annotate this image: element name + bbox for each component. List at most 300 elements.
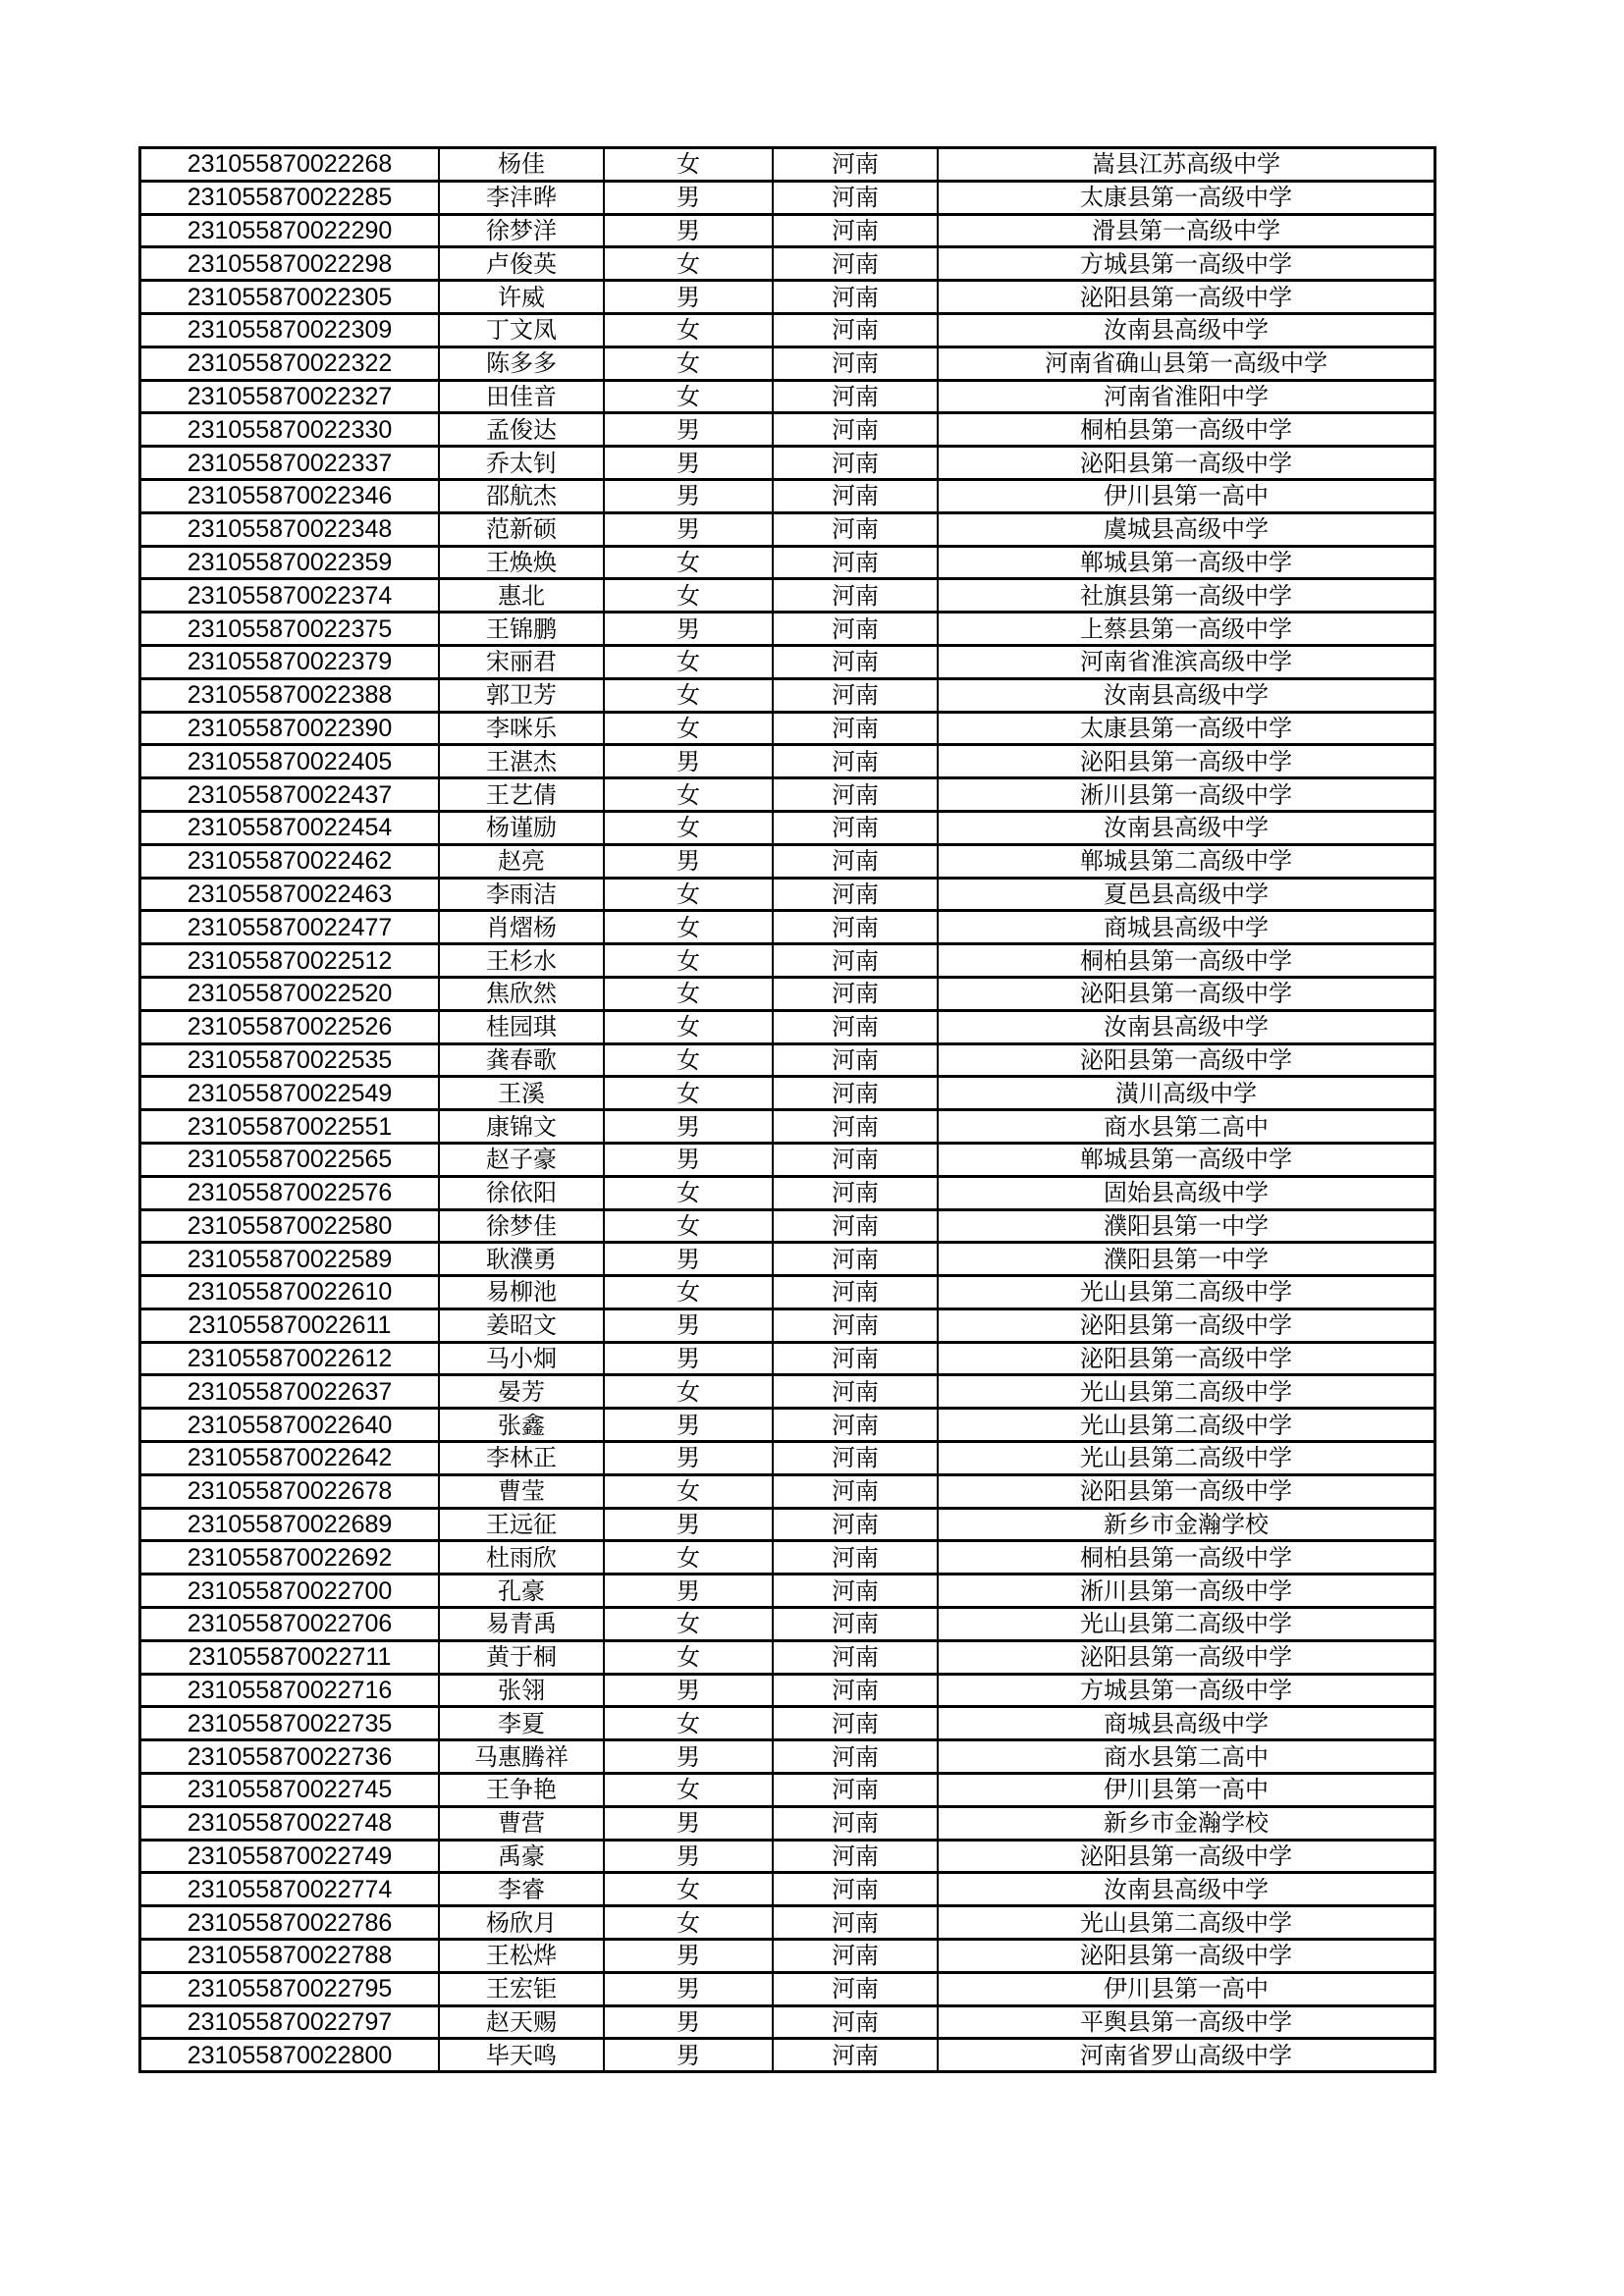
gender-cell: 男 xyxy=(604,1243,773,1276)
gender-cell: 女 xyxy=(604,1276,773,1309)
exam-id-cell: 231055870022463 xyxy=(140,878,440,911)
name-cell: 李林正 xyxy=(439,1442,604,1475)
name-cell: 徐梦佳 xyxy=(439,1209,604,1243)
province-cell: 河南 xyxy=(773,844,938,878)
exam-id-cell: 231055870022512 xyxy=(140,944,440,978)
exam-id-cell: 231055870022736 xyxy=(140,1740,440,1774)
gender-cell: 男 xyxy=(604,745,773,778)
school-cell: 淅川县第一高级中学 xyxy=(938,1575,1435,1608)
gender-cell: 男 xyxy=(604,2005,773,2039)
gender-cell: 女 xyxy=(604,148,773,182)
table-row xyxy=(140,645,1435,678)
school-cell: 泌阳县第一高级中学 xyxy=(938,1308,1435,1342)
school-cell: 光山县第二高级中学 xyxy=(938,1409,1435,1442)
exam-id-cell: 231055870022379 xyxy=(140,645,440,678)
exam-id-cell: 231055870022322 xyxy=(140,347,440,380)
province-cell: 河南 xyxy=(773,1575,938,1608)
table-row xyxy=(140,1043,1435,1077)
gender-cell: 男 xyxy=(604,1508,773,1541)
table-row xyxy=(140,1308,1435,1342)
table-row xyxy=(140,1375,1435,1409)
gender-cell: 男 xyxy=(604,1110,773,1144)
exam-id-cell: 231055870022268 xyxy=(140,148,440,182)
gender-cell: 男 xyxy=(604,1740,773,1774)
exam-id-cell: 231055870022359 xyxy=(140,546,440,579)
school-cell: 郸城县第一高级中学 xyxy=(938,1143,1435,1176)
province-cell: 河南 xyxy=(773,613,938,646)
province-cell: 河南 xyxy=(773,347,938,380)
province-cell: 河南 xyxy=(773,281,938,314)
gender-cell: 女 xyxy=(604,347,773,380)
exam-id-cell: 231055870022298 xyxy=(140,247,440,281)
school-cell: 河南省淮阳中学 xyxy=(938,380,1435,413)
name-cell: 范新硕 xyxy=(439,512,604,546)
name-cell: 王艺倩 xyxy=(439,778,604,812)
school-cell: 平舆县第一高级中学 xyxy=(938,2005,1435,2039)
name-cell: 姜昭文 xyxy=(439,1308,604,1342)
province-cell: 河南 xyxy=(773,1608,938,1641)
name-cell: 宋丽君 xyxy=(439,645,604,678)
name-cell: 王湛杰 xyxy=(439,745,604,778)
name-cell: 马惠腾祥 xyxy=(439,1740,604,1774)
exam-id-cell: 231055870022678 xyxy=(140,1474,440,1508)
exam-id-cell: 231055870022374 xyxy=(140,579,440,613)
table-row xyxy=(140,281,1435,314)
name-cell: 李夏 xyxy=(439,1707,604,1740)
exam-id-cell: 231055870022437 xyxy=(140,778,440,812)
gender-cell: 女 xyxy=(604,678,773,712)
name-cell: 田佳音 xyxy=(439,380,604,413)
exam-id-cell: 231055870022576 xyxy=(140,1176,440,1209)
province-cell: 河南 xyxy=(773,1906,938,1940)
exam-id-cell: 231055870022610 xyxy=(140,1276,440,1309)
exam-id-cell: 231055870022749 xyxy=(140,1840,440,1873)
school-cell: 河南省确山县第一高级中学 xyxy=(938,347,1435,380)
province-cell: 河南 xyxy=(773,247,938,281)
province-cell: 河南 xyxy=(773,977,938,1010)
exam-id-cell: 231055870022580 xyxy=(140,1209,440,1243)
gender-cell: 女 xyxy=(604,1176,773,1209)
name-cell: 许威 xyxy=(439,281,604,314)
name-cell: 曹莹 xyxy=(439,1474,604,1508)
school-cell: 新乡市金瀚学校 xyxy=(938,1508,1435,1541)
exam-id-cell: 231055870022612 xyxy=(140,1342,440,1375)
province-cell: 河南 xyxy=(773,1110,938,1144)
school-cell: 泌阳县第一高级中学 xyxy=(938,977,1435,1010)
name-cell: 黄于桐 xyxy=(439,1640,604,1674)
province-cell: 河南 xyxy=(773,1640,938,1674)
name-cell: 王争艳 xyxy=(439,1774,604,1807)
name-cell: 焦欣然 xyxy=(439,977,604,1010)
table-row xyxy=(140,214,1435,247)
school-cell: 嵩县江苏高级中学 xyxy=(938,148,1435,182)
gender-cell: 女 xyxy=(604,944,773,978)
table-row xyxy=(140,944,1435,978)
province-cell: 河南 xyxy=(773,911,938,944)
name-cell: 易柳池 xyxy=(439,1276,604,1309)
name-cell: 徐依阳 xyxy=(439,1176,604,1209)
school-cell: 商水县第二高中 xyxy=(938,1740,1435,1774)
name-cell: 杨谨励 xyxy=(439,811,604,844)
exam-id-cell: 231055870022477 xyxy=(140,911,440,944)
name-cell: 赵天赐 xyxy=(439,2005,604,2039)
gender-cell: 男 xyxy=(604,2039,773,2072)
school-cell: 河南省罗山高级中学 xyxy=(938,2039,1435,2072)
gender-cell: 女 xyxy=(604,1375,773,1409)
school-cell: 夏邑县高级中学 xyxy=(938,878,1435,911)
school-cell: 方城县第一高级中学 xyxy=(938,247,1435,281)
gender-cell: 女 xyxy=(604,878,773,911)
table-row xyxy=(140,1972,1435,2005)
exam-id-cell: 231055870022700 xyxy=(140,1575,440,1608)
exam-id-cell: 231055870022309 xyxy=(140,313,440,347)
gender-cell: 女 xyxy=(604,313,773,347)
table-row xyxy=(140,447,1435,480)
gender-cell: 女 xyxy=(604,247,773,281)
school-cell: 伊川县第一高中 xyxy=(938,1972,1435,2005)
gender-cell: 男 xyxy=(604,1940,773,1973)
name-cell: 卢俊英 xyxy=(439,247,604,281)
table-row xyxy=(140,1608,1435,1641)
province-cell: 河南 xyxy=(773,678,938,712)
school-cell: 固始县高级中学 xyxy=(938,1176,1435,1209)
table-row xyxy=(140,878,1435,911)
name-cell: 肖熠杨 xyxy=(439,911,604,944)
table-row xyxy=(140,1474,1435,1508)
school-cell: 方城县第一高级中学 xyxy=(938,1674,1435,1707)
school-cell: 新乡市金瀚学校 xyxy=(938,1806,1435,1840)
province-cell: 河南 xyxy=(773,1209,938,1243)
gender-cell: 女 xyxy=(604,579,773,613)
province-cell: 河南 xyxy=(773,1276,938,1309)
school-cell: 汝南县高级中学 xyxy=(938,811,1435,844)
table-row xyxy=(140,1442,1435,1475)
table-row xyxy=(140,1740,1435,1774)
school-cell: 太康县第一高级中学 xyxy=(938,181,1435,214)
exam-id-cell: 231055870022337 xyxy=(140,447,440,480)
exam-id-cell: 231055870022774 xyxy=(140,1873,440,1906)
gender-cell: 男 xyxy=(604,413,773,447)
province-cell: 河南 xyxy=(773,1243,938,1276)
table-row xyxy=(140,181,1435,214)
gender-cell: 男 xyxy=(604,214,773,247)
table-row xyxy=(140,1010,1435,1043)
exam-id-cell: 231055870022565 xyxy=(140,1143,440,1176)
name-cell: 耿濮勇 xyxy=(439,1243,604,1276)
province-cell: 河南 xyxy=(773,745,938,778)
table-row xyxy=(140,613,1435,646)
name-cell: 杜雨欣 xyxy=(439,1541,604,1575)
table-row xyxy=(140,2005,1435,2039)
school-cell: 河南省淮滨高级中学 xyxy=(938,645,1435,678)
exam-id-cell: 231055870022462 xyxy=(140,844,440,878)
name-cell: 徐梦洋 xyxy=(439,214,604,247)
table-row xyxy=(140,1707,1435,1740)
table-row xyxy=(140,347,1435,380)
table-row xyxy=(140,1940,1435,1973)
exam-id-cell: 231055870022735 xyxy=(140,1707,440,1740)
table-row xyxy=(140,911,1435,944)
province-cell: 河南 xyxy=(773,878,938,911)
gender-cell: 女 xyxy=(604,1873,773,1906)
school-cell: 淅川县第一高级中学 xyxy=(938,778,1435,812)
exam-id-cell: 231055870022637 xyxy=(140,1375,440,1409)
exam-id-cell: 231055870022454 xyxy=(140,811,440,844)
exam-id-cell: 231055870022375 xyxy=(140,613,440,646)
school-cell: 光山县第二高级中学 xyxy=(938,1442,1435,1475)
gender-cell: 女 xyxy=(604,811,773,844)
gender-cell: 男 xyxy=(604,613,773,646)
school-cell: 社旗县第一高级中学 xyxy=(938,579,1435,613)
exam-id-cell: 231055870022330 xyxy=(140,413,440,447)
table-row xyxy=(140,678,1435,712)
province-cell: 河南 xyxy=(773,413,938,447)
gender-cell: 女 xyxy=(604,1043,773,1077)
name-cell: 王宏钜 xyxy=(439,1972,604,2005)
exam-id-cell: 231055870022797 xyxy=(140,2005,440,2039)
exam-id-cell: 231055870022706 xyxy=(140,1608,440,1641)
name-cell: 易青禹 xyxy=(439,1608,604,1641)
exam-id-cell: 231055870022290 xyxy=(140,214,440,247)
table-body xyxy=(140,148,1435,2072)
exam-id-cell: 231055870022795 xyxy=(140,1972,440,2005)
school-cell: 泌阳县第一高级中学 xyxy=(938,1474,1435,1508)
province-cell: 河南 xyxy=(773,1375,938,1409)
school-cell: 商城县高级中学 xyxy=(938,1707,1435,1740)
name-cell: 王杉水 xyxy=(439,944,604,978)
school-cell: 滑县第一高级中学 xyxy=(938,214,1435,247)
gender-cell: 男 xyxy=(604,1442,773,1475)
exam-id-cell: 231055870022716 xyxy=(140,1674,440,1707)
gender-cell: 男 xyxy=(604,1575,773,1608)
gender-cell: 女 xyxy=(604,1608,773,1641)
name-cell: 乔太钊 xyxy=(439,447,604,480)
school-cell: 虞城县高级中学 xyxy=(938,512,1435,546)
gender-cell: 男 xyxy=(604,1972,773,2005)
name-cell: 赵子豪 xyxy=(439,1143,604,1176)
table-row xyxy=(140,1209,1435,1243)
province-cell: 河南 xyxy=(773,380,938,413)
table-row xyxy=(140,512,1435,546)
name-cell: 曹营 xyxy=(439,1806,604,1840)
province-cell: 河南 xyxy=(773,1176,938,1209)
gender-cell: 女 xyxy=(604,1010,773,1043)
table-row xyxy=(140,1575,1435,1608)
province-cell: 河南 xyxy=(773,1774,938,1807)
school-cell: 桐柏县第一高级中学 xyxy=(938,944,1435,978)
table-row xyxy=(140,148,1435,182)
exam-id-cell: 231055870022800 xyxy=(140,2039,440,2072)
exam-id-cell: 231055870022551 xyxy=(140,1110,440,1144)
province-cell: 河南 xyxy=(773,214,938,247)
gender-cell: 女 xyxy=(604,1541,773,1575)
school-cell: 汝南县高级中学 xyxy=(938,313,1435,347)
table-row xyxy=(140,1541,1435,1575)
table-row xyxy=(140,745,1435,778)
province-cell: 河南 xyxy=(773,1308,938,1342)
gender-cell: 女 xyxy=(604,712,773,745)
gender-cell: 男 xyxy=(604,1143,773,1176)
table-row xyxy=(140,1176,1435,1209)
school-cell: 伊川县第一高中 xyxy=(938,479,1435,512)
gender-cell: 男 xyxy=(604,1806,773,1840)
admission-list-table xyxy=(138,146,1436,2073)
name-cell: 张翎 xyxy=(439,1674,604,1707)
table-row xyxy=(140,313,1435,347)
gender-cell: 女 xyxy=(604,1474,773,1508)
table-row xyxy=(140,1674,1435,1707)
table-row xyxy=(140,977,1435,1010)
gender-cell: 男 xyxy=(604,181,773,214)
exam-id-cell: 231055870022692 xyxy=(140,1541,440,1575)
gender-cell: 女 xyxy=(604,1707,773,1740)
name-cell: 孟俊达 xyxy=(439,413,604,447)
gender-cell: 男 xyxy=(604,1308,773,1342)
name-cell: 赵亮 xyxy=(439,844,604,878)
province-cell: 河南 xyxy=(773,712,938,745)
exam-id-cell: 231055870022388 xyxy=(140,678,440,712)
school-cell: 汝南县高级中学 xyxy=(938,678,1435,712)
table-row xyxy=(140,1143,1435,1176)
table-row xyxy=(140,1873,1435,1906)
school-cell: 泌阳县第一高级中学 xyxy=(938,1840,1435,1873)
name-cell: 王远征 xyxy=(439,1508,604,1541)
gender-cell: 男 xyxy=(604,479,773,512)
province-cell: 河南 xyxy=(773,2005,938,2039)
name-cell: 禹豪 xyxy=(439,1840,604,1873)
table-row xyxy=(140,1342,1435,1375)
table-row xyxy=(140,1077,1435,1110)
exam-id-cell: 231055870022348 xyxy=(140,512,440,546)
province-cell: 河南 xyxy=(773,512,938,546)
gender-cell: 男 xyxy=(604,281,773,314)
name-cell: 李睿 xyxy=(439,1873,604,1906)
table-row xyxy=(140,1906,1435,1940)
gender-cell: 女 xyxy=(604,546,773,579)
table-row xyxy=(140,1840,1435,1873)
exam-id-cell: 231055870022405 xyxy=(140,745,440,778)
name-cell: 王溪 xyxy=(439,1077,604,1110)
gender-cell: 男 xyxy=(604,512,773,546)
name-cell: 王松烨 xyxy=(439,1940,604,1973)
table-row xyxy=(140,811,1435,844)
name-cell: 李雨洁 xyxy=(439,878,604,911)
table-row xyxy=(140,844,1435,878)
name-cell: 丁文凤 xyxy=(439,313,604,347)
gender-cell: 女 xyxy=(604,1906,773,1940)
gender-cell: 女 xyxy=(604,977,773,1010)
exam-id-cell: 231055870022589 xyxy=(140,1243,440,1276)
exam-id-cell: 231055870022745 xyxy=(140,1774,440,1807)
province-cell: 河南 xyxy=(773,1940,938,1973)
gender-cell: 男 xyxy=(604,844,773,878)
school-cell: 伊川县第一高中 xyxy=(938,1774,1435,1807)
school-cell: 泌阳县第一高级中学 xyxy=(938,1342,1435,1375)
name-cell: 张鑫 xyxy=(439,1409,604,1442)
table-row xyxy=(140,1409,1435,1442)
name-cell: 郭卫芳 xyxy=(439,678,604,712)
exam-id-cell: 231055870022346 xyxy=(140,479,440,512)
school-cell: 桐柏县第一高级中学 xyxy=(938,413,1435,447)
school-cell: 泌阳县第一高级中学 xyxy=(938,745,1435,778)
province-cell: 河南 xyxy=(773,1143,938,1176)
province-cell: 河南 xyxy=(773,1972,938,2005)
exam-id-cell: 231055870022642 xyxy=(140,1442,440,1475)
name-cell: 马小炯 xyxy=(439,1342,604,1375)
exam-id-cell: 231055870022526 xyxy=(140,1010,440,1043)
school-cell: 泌阳县第一高级中学 xyxy=(938,281,1435,314)
exam-id-cell: 231055870022390 xyxy=(140,712,440,745)
exam-id-cell: 231055870022711 xyxy=(140,1640,440,1674)
gender-cell: 男 xyxy=(604,1342,773,1375)
exam-id-cell: 231055870022549 xyxy=(140,1077,440,1110)
table-row xyxy=(140,380,1435,413)
school-cell: 泌阳县第一高级中学 xyxy=(938,1940,1435,1973)
province-cell: 河南 xyxy=(773,1508,938,1541)
table-row xyxy=(140,413,1435,447)
province-cell: 河南 xyxy=(773,1873,938,1906)
gender-cell: 女 xyxy=(604,1774,773,1807)
school-cell: 濮阳县第一中学 xyxy=(938,1243,1435,1276)
school-cell: 商水县第二高中 xyxy=(938,1110,1435,1144)
exam-id-cell: 231055870022748 xyxy=(140,1806,440,1840)
province-cell: 河南 xyxy=(773,479,938,512)
gender-cell: 女 xyxy=(604,911,773,944)
table-row xyxy=(140,546,1435,579)
exam-id-cell: 231055870022285 xyxy=(140,181,440,214)
province-cell: 河南 xyxy=(773,1740,938,1774)
school-cell: 太康县第一高级中学 xyxy=(938,712,1435,745)
table-row xyxy=(140,2039,1435,2072)
province-cell: 河南 xyxy=(773,579,938,613)
province-cell: 河南 xyxy=(773,1474,938,1508)
gender-cell: 女 xyxy=(604,778,773,812)
province-cell: 河南 xyxy=(773,811,938,844)
exam-id-cell: 231055870022786 xyxy=(140,1906,440,1940)
name-cell: 王锦鹏 xyxy=(439,613,604,646)
table-row xyxy=(140,247,1435,281)
name-cell: 惠北 xyxy=(439,579,604,613)
name-cell: 王焕焕 xyxy=(439,546,604,579)
school-cell: 光山县第二高级中学 xyxy=(938,1276,1435,1309)
name-cell: 康锦文 xyxy=(439,1110,604,1144)
province-cell: 河南 xyxy=(773,778,938,812)
province-cell: 河南 xyxy=(773,1043,938,1077)
table-row xyxy=(140,479,1435,512)
name-cell: 杨佳 xyxy=(439,148,604,182)
school-cell: 商城县高级中学 xyxy=(938,911,1435,944)
table-row xyxy=(140,1243,1435,1276)
exam-id-cell: 231055870022689 xyxy=(140,1508,440,1541)
gender-cell: 男 xyxy=(604,447,773,480)
school-cell: 潢川高级中学 xyxy=(938,1077,1435,1110)
province-cell: 河南 xyxy=(773,1342,938,1375)
name-cell: 龚春歌 xyxy=(439,1043,604,1077)
province-cell: 河南 xyxy=(773,645,938,678)
province-cell: 河南 xyxy=(773,2039,938,2072)
gender-cell: 女 xyxy=(604,1640,773,1674)
school-cell: 泌阳县第一高级中学 xyxy=(938,1043,1435,1077)
name-cell: 邵航杰 xyxy=(439,479,604,512)
table-row xyxy=(140,778,1435,812)
school-cell: 泌阳县第一高级中学 xyxy=(938,447,1435,480)
table-row xyxy=(140,1640,1435,1674)
name-cell: 陈多多 xyxy=(439,347,604,380)
province-cell: 河南 xyxy=(773,1840,938,1873)
province-cell: 河南 xyxy=(773,1707,938,1740)
table-row xyxy=(140,712,1435,745)
table-row xyxy=(140,1276,1435,1309)
